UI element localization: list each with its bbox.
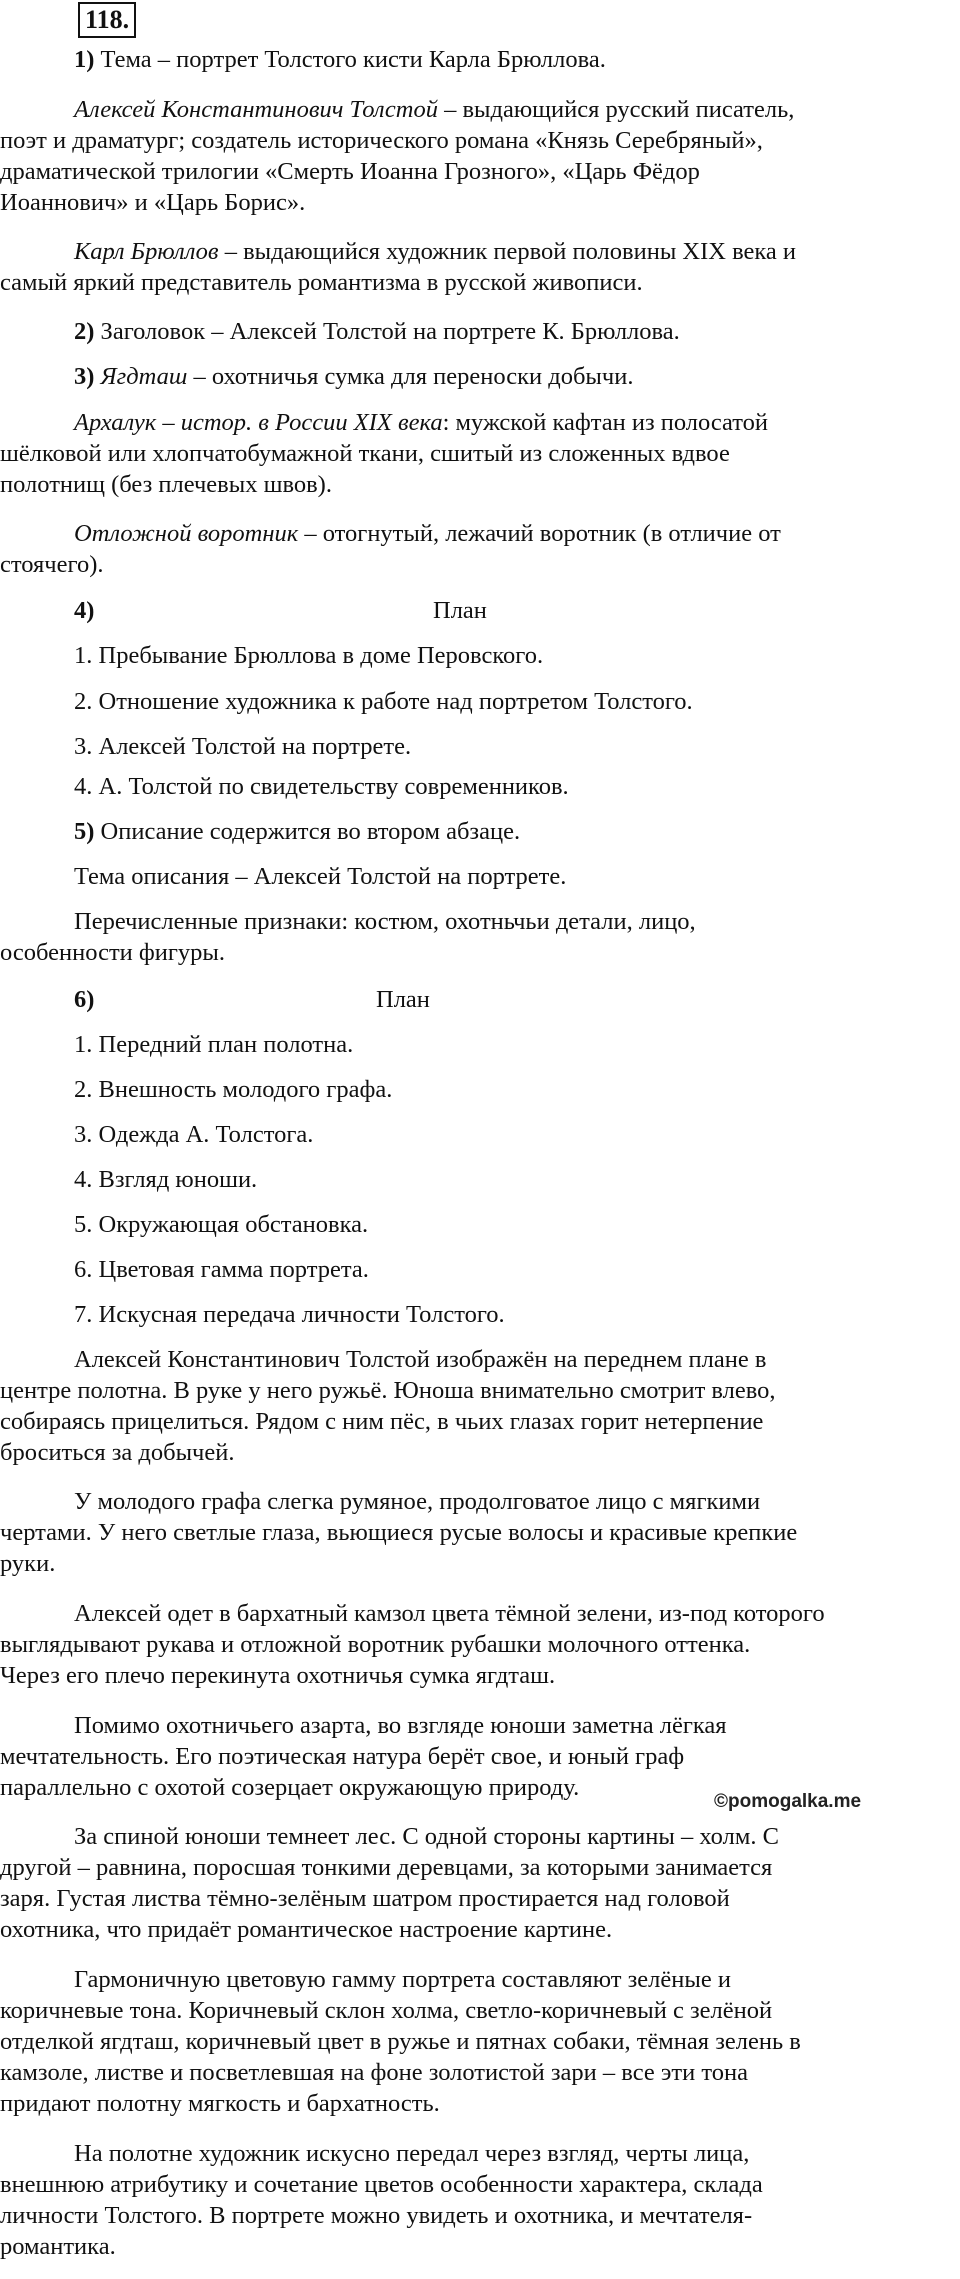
essay-line: Алексей Константинович Толстой изображён на переднем плане в — [74, 1346, 767, 1373]
essay-line: другой – равнина, поросшая тонкими деревцами, за которыми занимается — [0, 1854, 773, 1881]
plan-2-item: 2. Внешность молодого графа. — [74, 1076, 393, 1103]
plan-2-item: 7. Искусная передача личности Толстого. — [74, 1301, 505, 1328]
essay-line: личности Толстого. В портрете можно увидеть и охотника, и мечтателя- — [0, 2202, 753, 2229]
essay-line: центре полотна. В руке у него ружьё. Юноша внимательно смотрит влево, — [0, 1377, 776, 1404]
essay-line: внешнюю атрибутику и сочетание цветов особенности характера, склада — [0, 2171, 763, 2198]
def-arkhaluk-line-3: полотнищ (без плечевых швов). — [0, 471, 332, 498]
plan-2-item: 4. Взгляд юноши. — [74, 1166, 258, 1193]
def-bryullov-line-2: самый яркий представитель романтизма в русской живописи. — [0, 269, 643, 296]
def-tolstoy-line-4: Иоаннович» и «Царь Борис». — [0, 189, 306, 216]
section-3: 3) Ягдташ – охотничья сумка для переноски добычи. — [74, 363, 634, 390]
plan-2-item: 3. Одежда А. Толстога. — [74, 1121, 314, 1148]
essay-line: Через его плечо перекинута охотничья сумка ягдташ. — [0, 1662, 556, 1689]
essay-line: Помимо охотничьего азарта, во взгляде юноши заметна лёгкая — [74, 1712, 727, 1739]
essay-line: мечтательность. Его поэтическая натура берёт свое, и юный граф — [0, 1743, 685, 1770]
def-tolstoy-line-3: драматической трилогии «Смерть Иоанна Грозного», «Царь Фёдор — [0, 158, 700, 185]
essay-line: Гармоничную цветовую гамму портрета составляют зелёные и — [74, 1966, 731, 1993]
plan-1-item: 3. Алексей Толстой на портрете. — [74, 733, 412, 760]
plan-2-item: 5. Окружающая обстановка. — [74, 1211, 369, 1238]
plan-1-item: 2. Отношение художника к работе над портретом Толстого. — [74, 688, 693, 715]
watermark: ©pomogalka.me — [714, 1791, 862, 1812]
def-collar-line-2: стоячего). — [0, 551, 104, 578]
essay-line: руки. — [0, 1550, 56, 1577]
plan-1-item: 1. Пребывание Брюллова в доме Перовского. — [74, 642, 544, 669]
plan-1-item: 4. А. Толстой по свидетельству современников. — [74, 773, 569, 800]
plan-2-item: 1. Передний план полотна. — [74, 1031, 354, 1058]
essay-line: заря. Густая листва тёмно-зелёным шатром простирается над головой — [0, 1885, 730, 1912]
description-topic: Тема описания – Алексей Толстой на портрете. — [74, 863, 567, 890]
def-tolstoy-line-2: поэт и драматург; создатель исторического романа «Князь Серебряный», — [0, 127, 763, 154]
essay-line: камзоле, листве и посветлевшая на фоне золотистой зари – все эти тона — [0, 2059, 748, 2086]
plan-2-item: 6. Цветовая гамма портрета. — [74, 1256, 369, 1283]
section-2: 2) Заголовок – Алексей Толстой на портрете К. Брюллова. — [74, 318, 680, 345]
term-arkhaluk: Архалук – истор. в России XIX века — [74, 409, 443, 436]
term-bryullov: Карл Брюллов — [74, 238, 219, 265]
section-1 — [74, 45, 606, 75]
topic-text: Тема – портрет Толстого кисти Карла Брюллова. — [94, 46, 606, 73]
exercise-number: 118. — [78, 2, 136, 38]
essay-line: За спиной юноши темнеет лес. С одной стороны картины – холм. С — [74, 1823, 779, 1850]
essay-line: романтика. — [0, 2233, 116, 2260]
term-tolstoy: Алексей Константинович Толстой — [74, 96, 438, 123]
essay-line: чертами. У него светлые глаза, вьющиеся русые волосы и красивые крепкие — [0, 1519, 798, 1546]
essay-line: параллельно с охотой созерцает окружающую природу. — [0, 1774, 580, 1801]
plan-1-title: План — [433, 597, 487, 624]
essay-line: отделкой ягдташ, коричневый цвет в ружье и пятнах собаки, тёмная зелень в — [0, 2028, 801, 2055]
essay-line: На полотне художник искусно передал через взгляд, черты лица, — [74, 2140, 750, 2167]
def-bryullov-line-1: Карл Брюллов – выдающийся художник первой половины XIX века и — [74, 238, 797, 265]
essay-line: У молодого графа слегка румяное, продолговатое лицо с мягкими — [74, 1488, 761, 1515]
essay-line: выглядывают рукава и отложной воротник рубашки молочного оттенка. — [0, 1631, 751, 1658]
features-line-1: Перечисленные признаки: костюм, охотньчьи детали, лицо, — [74, 908, 696, 935]
section-6-marker: 6) — [74, 986, 95, 1013]
essay-line: коричневые тона. Коричневый склон холма, светло-коричневый с зелёной — [0, 1997, 773, 2024]
term-yagdtash: Ягдташ — [94, 363, 188, 390]
def-arkhaluk-line-1: Архалук – истор. в России XIX века: мужской кафтан из полосатой — [74, 409, 769, 436]
essay-line: собираясь прицелиться. Рядом с ним пёс, в чьих глазах горит нетерпение — [0, 1408, 764, 1435]
term-collar: Отложной воротник — [74, 520, 299, 547]
marker-1: 1) — [74, 46, 95, 73]
def-arkhaluk-line-2: шёлковой или хлопчатобумажной ткани, сшитый из сложенных вдвое — [0, 440, 730, 467]
essay-line: Алексей одет в бархатный камзол цвета тёмной зелени, из-под которого — [74, 1600, 825, 1627]
section-5: 5) Описание содержится во втором абзаце. — [74, 818, 521, 845]
essay-line: придают полотну мягкость и бархатность. — [0, 2090, 440, 2117]
essay-line: охотника, что придаёт романтическое настроение картине. — [0, 1916, 613, 1943]
def-collar-line-1: Отложной воротник – отогнутый, лежачий воротник (в отличие от — [74, 520, 781, 547]
plan-2-title: План — [376, 986, 430, 1013]
def-tolstoy-line-1: Алексей Константинович Толстой – выдающийся русский писатель, — [74, 96, 795, 123]
features-line-2: особенности фигуры. — [0, 939, 226, 966]
essay-line: броситься за добычей. — [0, 1439, 235, 1466]
section-4-marker: 4) — [74, 597, 95, 624]
